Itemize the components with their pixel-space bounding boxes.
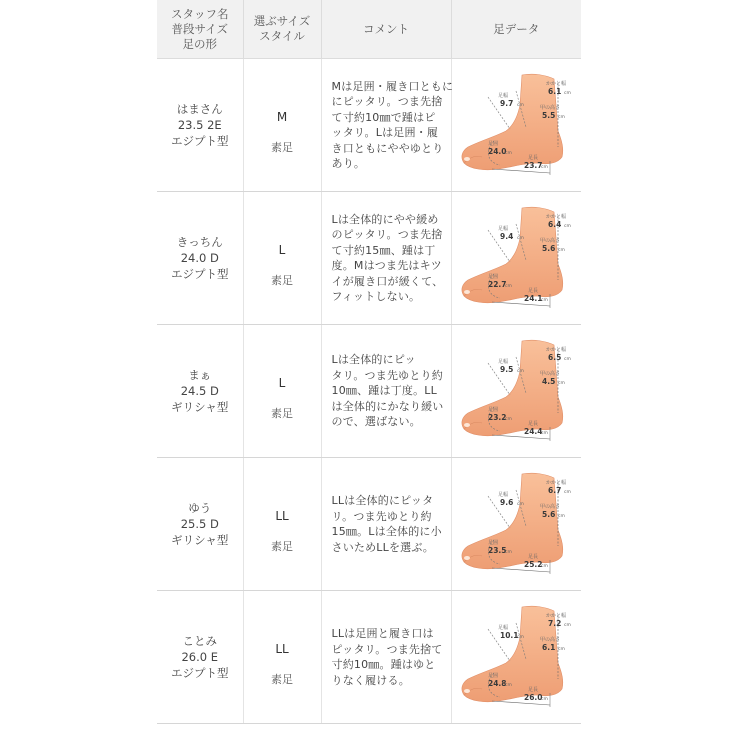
- svg-text:cm: cm: [517, 103, 525, 108]
- svg-text:9.6: 9.6: [500, 498, 514, 507]
- comment-line: のピッタリ。つま先捨: [331, 228, 443, 241]
- comment-line: LLは足囲と履き口は: [331, 627, 434, 640]
- comment-line: ッタリ。Lは足囲・履: [331, 126, 439, 139]
- svg-text:かかと幅: かかと幅: [546, 214, 567, 220]
- svg-text:6.7: 6.7: [548, 486, 562, 495]
- foot-shape-type: ギリシャ型: [171, 533, 229, 547]
- comment-line: 15㎜。Lは全体的に小: [331, 525, 442, 538]
- svg-text:cm: cm: [505, 550, 513, 555]
- staff-name: ゆう: [188, 501, 212, 515]
- comment-cell: [321, 59, 454, 192]
- usual-size: 23.5 2E: [177, 118, 222, 132]
- svg-text:cm: cm: [558, 381, 566, 386]
- svg-text:cm: cm: [541, 165, 549, 170]
- size-comparison-sheet: [157, 0, 581, 740]
- svg-text:cm: cm: [564, 224, 572, 229]
- comment-cell: [321, 192, 451, 325]
- foot-data-cell: [451, 59, 581, 192]
- foot-shape-type: エジプト型: [171, 267, 229, 281]
- svg-text:甲の高さ: 甲の高さ: [540, 504, 561, 510]
- svg-text:24.0: 24.0: [488, 147, 507, 156]
- chosen-size: LL: [275, 642, 289, 656]
- svg-text:cm: cm: [517, 236, 525, 241]
- comment-line: ので、選ばない。: [331, 415, 421, 429]
- comment-line: Mは足囲・履き口ともに: [331, 79, 454, 93]
- comment-line: Lは全体的にやや緩め: [331, 212, 439, 226]
- svg-text:24.1: 24.1: [524, 294, 543, 303]
- staff-cell: [157, 59, 243, 192]
- table-row: [157, 59, 581, 192]
- svg-text:cm: cm: [505, 417, 513, 422]
- svg-text:かかと幅: かかと幅: [546, 480, 567, 486]
- usual-size: 24.5 D: [180, 384, 219, 398]
- size-cell: [243, 192, 321, 325]
- foot-diagram: [454, 603, 578, 711]
- foot-diagram: [454, 71, 578, 179]
- svg-text:足長: 足長: [528, 554, 539, 560]
- foot-data-cell: [451, 458, 581, 591]
- comment-line: ピッタリ。つま先捨て: [331, 642, 443, 656]
- comment-line: にピッタリ。つま先捨: [331, 95, 443, 108]
- foot-data-cell: [451, 192, 581, 325]
- comment-line: 10㎜、踵は丁度。LL: [331, 384, 437, 398]
- svg-text:足幅: 足幅: [498, 93, 509, 99]
- comment-cell: [321, 591, 451, 724]
- chosen-size: M: [276, 110, 288, 124]
- chosen-size: LL: [275, 509, 289, 523]
- svg-text:cm: cm: [541, 564, 549, 569]
- staff-cell: [157, 591, 243, 724]
- svg-text:7.2: 7.2: [548, 619, 562, 628]
- svg-text:cm: cm: [541, 431, 549, 436]
- table-row: [157, 325, 581, 458]
- foot-diagram: [454, 337, 578, 445]
- svg-text:甲の高さ: 甲の高さ: [540, 637, 561, 643]
- wearing-style: 素足: [271, 141, 293, 154]
- header-size: 選ぶサイズ スタイル: [243, 0, 321, 59]
- comment-line: き口ともにややゆとり: [331, 141, 444, 155]
- svg-text:10.1: 10.1: [500, 631, 519, 640]
- size-cell: [243, 59, 321, 192]
- comment-line: 度。Mはつま先はキツ: [331, 259, 442, 272]
- staff-size-table: [157, 0, 581, 724]
- comment-line: LLは全体的にピッタ: [331, 494, 434, 507]
- wearing-style: 素足: [271, 673, 293, 686]
- svg-text:cm: cm: [564, 623, 572, 628]
- foot-diagram: [454, 204, 578, 312]
- svg-text:足長: 足長: [528, 155, 539, 161]
- svg-text:cm: cm: [505, 284, 513, 289]
- svg-text:足長: 足長: [528, 288, 539, 294]
- chosen-size: L: [278, 243, 286, 257]
- svg-text:5.6: 5.6: [542, 244, 556, 253]
- foot-shape-type: エジプト型: [171, 666, 229, 680]
- svg-text:足囲: 足囲: [488, 673, 499, 679]
- svg-text:9.5: 9.5: [500, 365, 514, 374]
- size-cell: [243, 458, 321, 591]
- svg-text:足長: 足長: [528, 421, 539, 427]
- svg-text:22.7: 22.7: [488, 280, 507, 289]
- svg-text:かかと幅: かかと幅: [546, 347, 567, 353]
- foot-shape-type: ギリシャ型: [171, 400, 229, 414]
- svg-text:cm: cm: [558, 647, 566, 652]
- header-foot-data: 足データ: [451, 0, 581, 59]
- comment-line: て寸約15㎜、踵は丁: [331, 243, 436, 257]
- staff-cell: [157, 192, 243, 325]
- svg-text:cm: cm: [564, 490, 572, 495]
- svg-text:9.7: 9.7: [500, 99, 514, 108]
- svg-text:5.6: 5.6: [542, 510, 556, 519]
- usual-size: 26.0 E: [181, 650, 219, 664]
- size-cell: [243, 591, 321, 724]
- comment-line: フィットしない。: [331, 290, 421, 303]
- svg-text:24.4: 24.4: [524, 427, 543, 436]
- usual-size: 24.0 D: [180, 251, 219, 265]
- comment-line: 寸約10㎜。踵はゆと: [331, 658, 436, 671]
- svg-text:cm: cm: [558, 115, 566, 120]
- header-comment: コメント: [321, 0, 451, 59]
- svg-text:甲の高さ: 甲の高さ: [540, 371, 561, 377]
- comment-line: イが履き口が緩くて、: [331, 274, 444, 288]
- svg-text:かかと幅: かかと幅: [546, 613, 567, 619]
- svg-text:6.1: 6.1: [542, 643, 556, 652]
- foot-diagram: [454, 470, 578, 578]
- svg-text:23.5: 23.5: [488, 546, 507, 555]
- foot-shape-type: エジプト型: [171, 134, 229, 148]
- staff-name: はまさん: [176, 102, 223, 116]
- svg-text:23.2: 23.2: [488, 413, 507, 422]
- svg-text:足囲: 足囲: [488, 540, 499, 546]
- staff-cell: [157, 458, 243, 591]
- svg-text:cm: cm: [517, 635, 525, 640]
- table-row: [157, 591, 581, 724]
- comment-line: さいためLLを選ぶ。: [331, 540, 434, 554]
- comment-line: は全体的にかなり緩い: [331, 399, 444, 413]
- svg-text:足長: 足長: [528, 687, 539, 693]
- svg-text:4.5: 4.5: [542, 377, 556, 386]
- size-cell: [243, 325, 321, 458]
- svg-text:cm: cm: [558, 514, 566, 519]
- foot-data-cell: [451, 325, 581, 458]
- svg-text:足幅: 足幅: [498, 625, 509, 631]
- staff-name: きっちん: [176, 235, 223, 249]
- svg-text:cm: cm: [541, 697, 549, 702]
- comment-cell: [321, 458, 451, 591]
- comment-line: あり。: [331, 157, 366, 170]
- svg-text:26.0: 26.0: [524, 693, 543, 702]
- comment-line: タリ。つま先ゆとり約: [331, 368, 443, 382]
- foot-data-cell: [451, 591, 581, 724]
- svg-text:足囲: 足囲: [488, 141, 499, 147]
- staff-name: ことみ: [182, 634, 217, 648]
- comment-line: りなく履ける。: [331, 673, 410, 687]
- chosen-size: L: [278, 376, 286, 390]
- svg-text:足囲: 足囲: [488, 407, 499, 413]
- wearing-style: 素足: [271, 540, 293, 553]
- usual-size: 25.5 D: [180, 517, 219, 531]
- svg-text:23.7: 23.7: [524, 161, 543, 170]
- comment-line: リ。つま先ゆとり約: [331, 509, 432, 523]
- svg-text:足幅: 足幅: [498, 492, 509, 498]
- svg-text:甲の高さ: 甲の高さ: [540, 238, 561, 244]
- svg-text:9.4: 9.4: [500, 232, 514, 241]
- svg-text:24.8: 24.8: [488, 679, 507, 688]
- svg-text:6.4: 6.4: [548, 220, 562, 229]
- svg-text:足囲: 足囲: [488, 274, 499, 280]
- staff-cell: [157, 325, 243, 458]
- svg-text:25.2: 25.2: [524, 560, 543, 569]
- svg-text:足幅: 足幅: [498, 226, 509, 232]
- svg-text:甲の高さ: 甲の高さ: [540, 105, 561, 111]
- svg-text:6.5: 6.5: [548, 353, 562, 362]
- header-staff: スタッフ名 普段サイズ 足の形: [157, 0, 243, 59]
- table-row: [157, 192, 581, 325]
- svg-text:cm: cm: [564, 91, 572, 96]
- comment-line: Lは全体的にピッ: [331, 353, 416, 367]
- svg-text:5.5: 5.5: [542, 111, 556, 120]
- svg-text:cm: cm: [541, 298, 549, 303]
- svg-text:cm: cm: [558, 248, 566, 253]
- svg-text:cm: cm: [517, 369, 525, 374]
- wearing-style: 素足: [271, 274, 293, 287]
- comment-cell: [321, 325, 451, 458]
- table-header-row: [157, 0, 581, 59]
- svg-text:かかと幅: かかと幅: [546, 81, 567, 87]
- comment-line: て寸約10㎜で踵はピ: [331, 110, 436, 124]
- staff-name: まぁ: [188, 368, 212, 382]
- svg-text:cm: cm: [564, 357, 572, 362]
- svg-text:cm: cm: [517, 502, 525, 507]
- svg-text:6.1: 6.1: [548, 87, 562, 96]
- table-row: [157, 458, 581, 591]
- wearing-style: 素足: [271, 407, 293, 420]
- svg-text:cm: cm: [505, 151, 513, 156]
- svg-text:cm: cm: [505, 683, 513, 688]
- svg-text:足幅: 足幅: [498, 359, 509, 365]
